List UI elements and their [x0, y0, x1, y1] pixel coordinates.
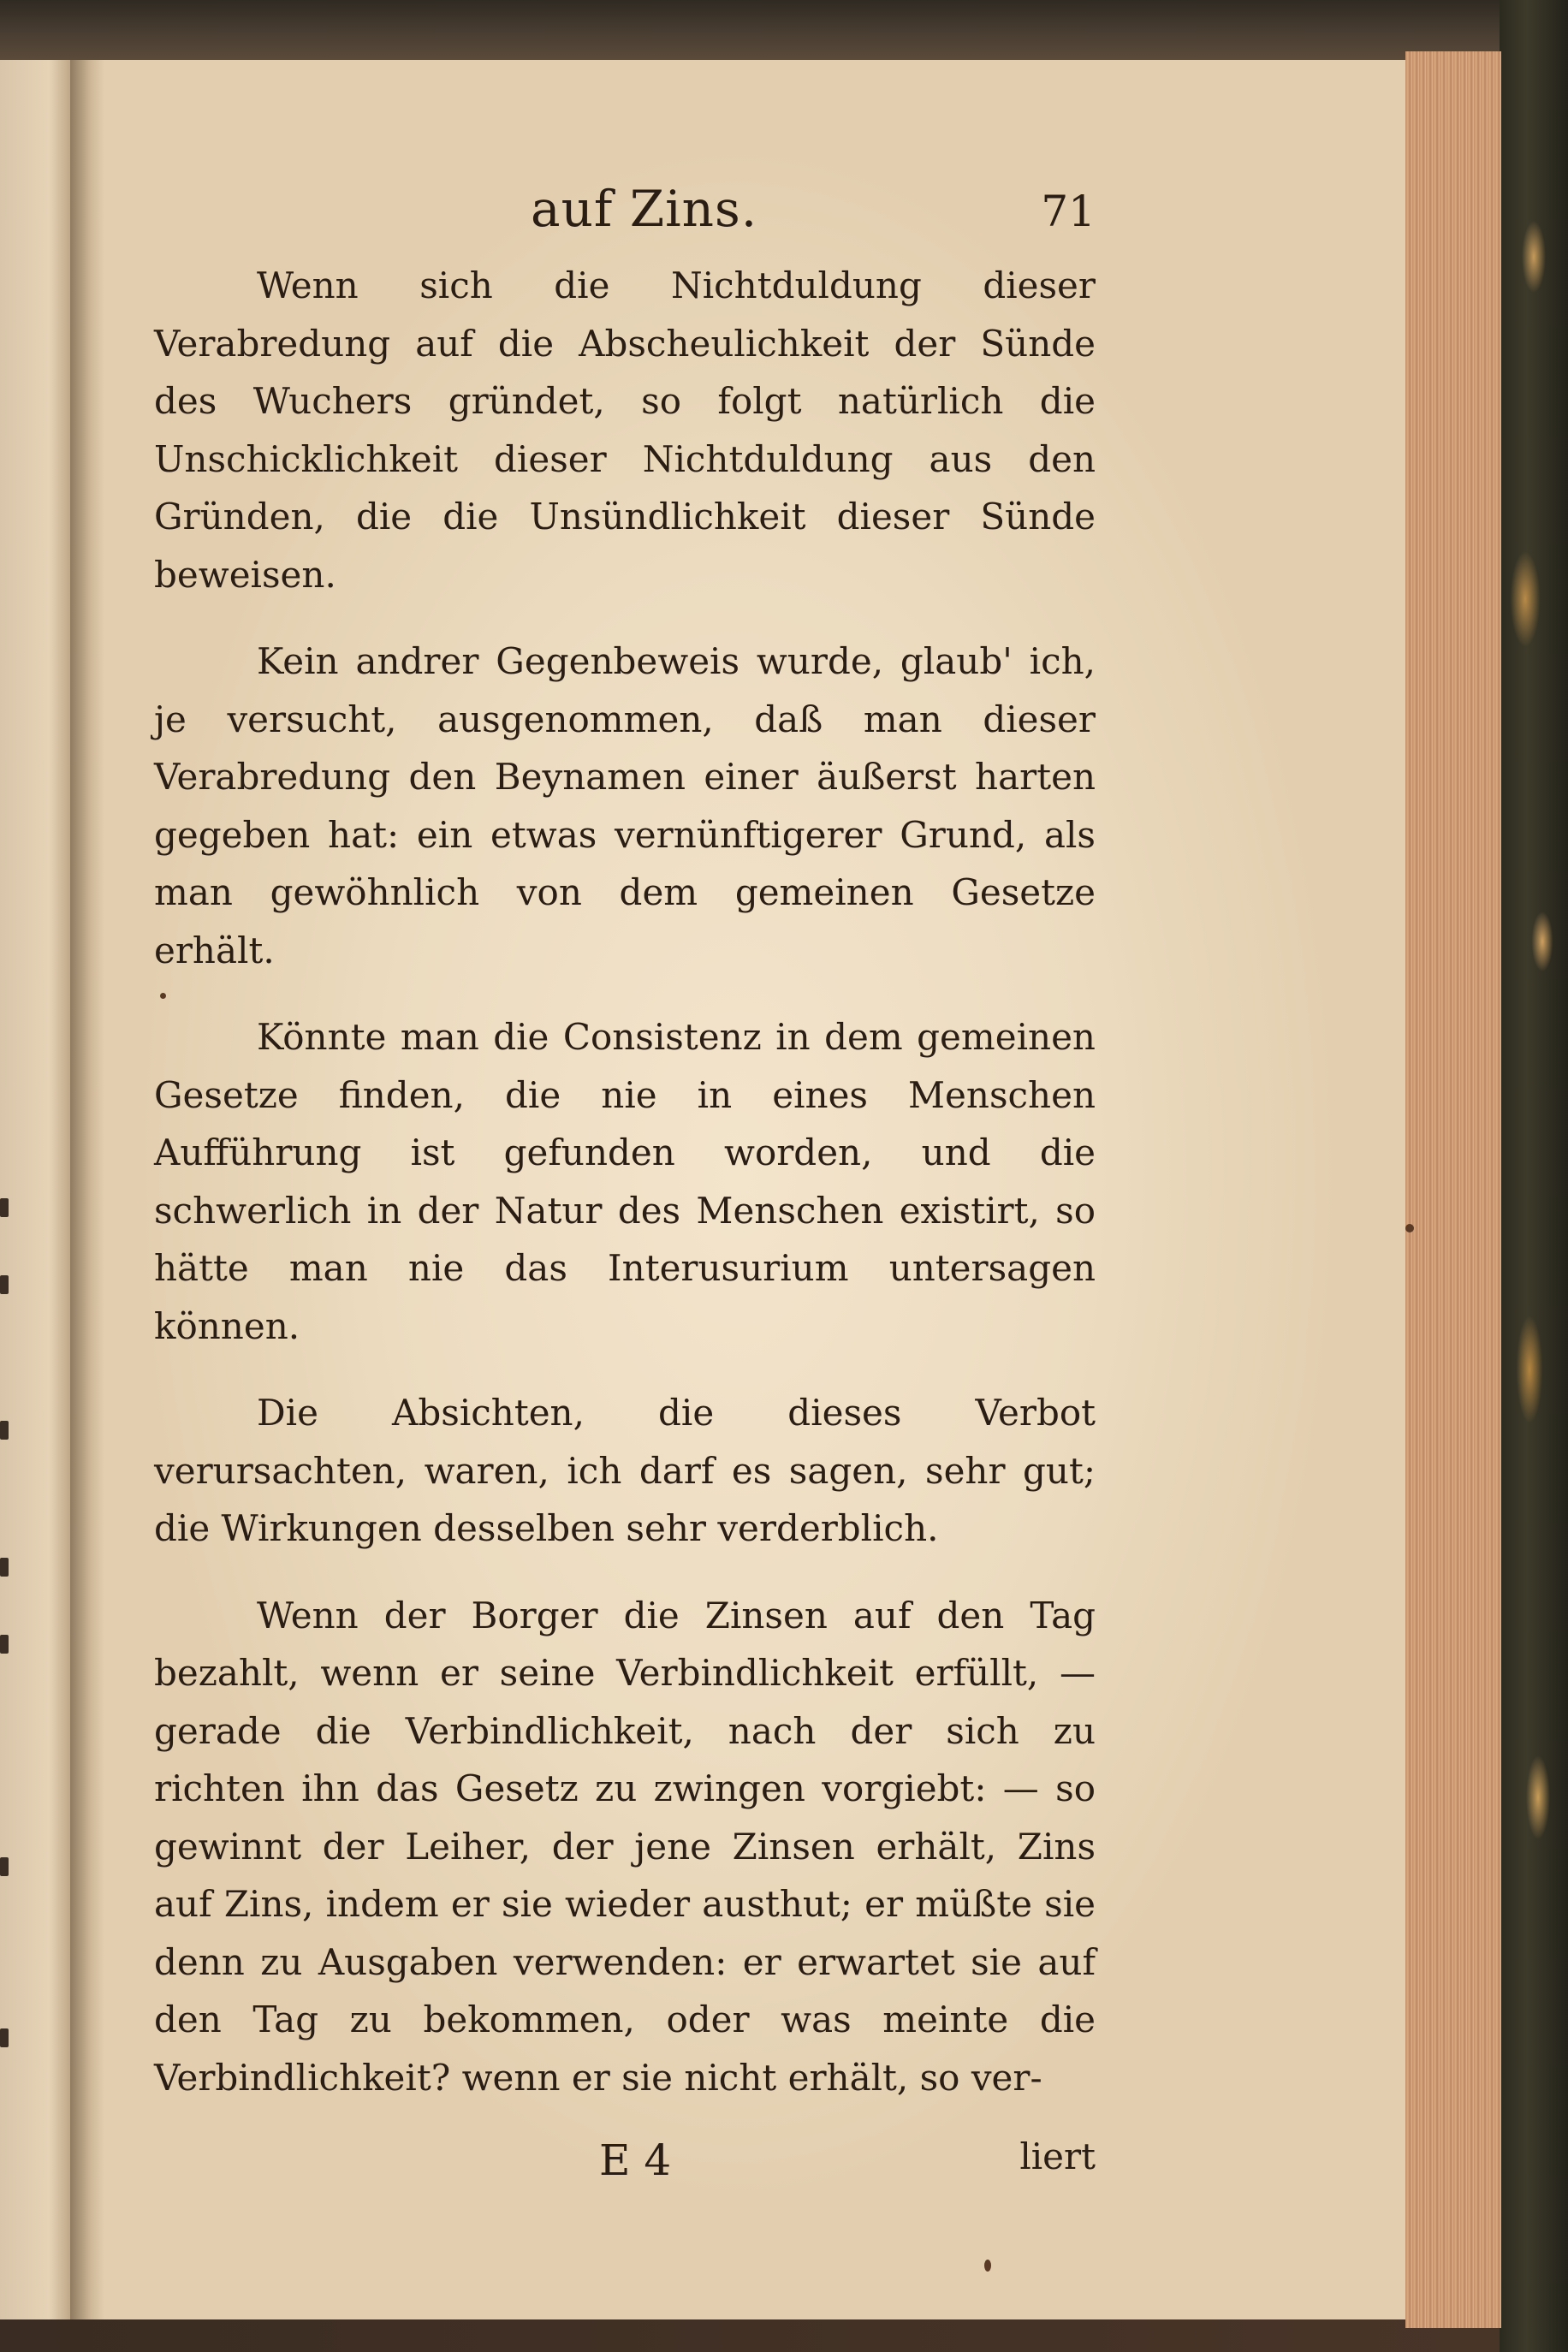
running-title: auf Zins. — [531, 180, 758, 238]
paragraph: Wenn sich die Nichtduldung dieser Verabredung auf die Abscheulichkeit der Sünde des Wuchers gründet, so folgt natürlich die Unschicklichkeit dieser Nichtduldung aus den Gründen, die die Unsündlichkeit dieser Sünde beweisen. — [154, 264, 1096, 596]
facing-page-glyph — [0, 1275, 9, 1294]
cover-top-edge — [0, 0, 1568, 60]
facing-page-glyph — [0, 1857, 9, 1876]
facing-page-edge — [0, 60, 70, 2319]
facing-page-glyph — [0, 2028, 9, 2047]
paragraph: Könnte man die Consistenz in dem gemeinen Gesetze finden, die nie in eines Menschen Aufführung ist gefunden worden, und die schwerlich in der Natur des Menschen existirt, so hätte man nie das Interusurium untersagen können. — [154, 1016, 1096, 1347]
page-edges — [1405, 51, 1501, 2328]
text-block — [154, 180, 1096, 2204]
page-footer — [154, 2135, 1096, 2204]
paragraph: Wenn der Borger die Zinsen auf den Tag bezahlt, wenn er seine Verbindlichkeit erfüllt, — gerade die Verbindlichkeit, nach der sich zu richten ihn das Gesetz zu zwingen vorgiebt: — so gewinnt der Leiher, der jene Zinsen erhält, Zins auf Zins, indem er sie wieder austhut; er müßte sie denn zu Ausgaben verwenden: er erwartet sie auf den Tag zu bekommen, oder was meinte die Verbindlichkeit? wenn er sie nicht erhält, so ver- — [154, 1594, 1096, 2099]
page-number: 71 — [1041, 187, 1096, 236]
facing-page-glyph — [0, 1635, 9, 1654]
paragraph: Die Absichten, die dieses Verbot verursachten, waren, ich darf es sagen, sehr gut; die Wirkungen desselben sehr verderblich. — [154, 1392, 1096, 1549]
paper-speck — [1405, 1224, 1414, 1232]
facing-page-glyph — [0, 1198, 9, 1217]
gutter-shadow — [70, 60, 104, 2319]
facing-page-glyph — [0, 1421, 9, 1440]
marbled-cover — [1500, 0, 1568, 2352]
catchword: liert — [1019, 2135, 1096, 2177]
page-header — [154, 180, 1096, 257]
paper-speck — [984, 2260, 991, 2272]
facing-page-glyph — [0, 1558, 9, 1577]
signature-mark: E 4 — [599, 2135, 672, 2185]
paragraph: Kein andrer Gegenbeweis wurde, glaub' ich, je versucht, ausgenommen, daß man dieser Verabredung den Beynamen einer äußerst harten gegeben hat: ein etwas vernünftigerer Grund, als man gewöhnlich von dem gemeinen Gesetze erhält. — [154, 640, 1096, 971]
